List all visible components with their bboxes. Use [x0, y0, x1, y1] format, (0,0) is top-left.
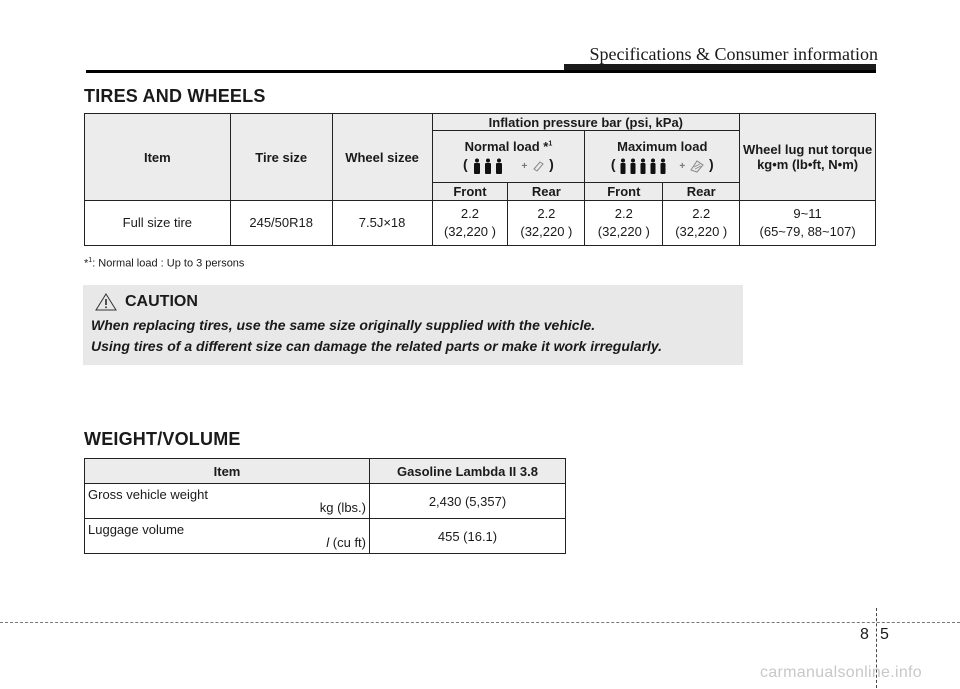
col-engine: Gasoline Lambda II 3.8 — [370, 459, 566, 484]
cell-item: Full size tire — [85, 201, 231, 246]
unit-text: (cu ft) — [329, 535, 366, 550]
cell-max-front — [585, 201, 663, 246]
cell-wheel-size: 7.5J×18 — [332, 201, 432, 246]
cell-value: 455 (16.1) — [370, 519, 566, 554]
cell-max-rear — [663, 201, 740, 246]
row-label: Luggage volume — [88, 522, 185, 537]
value-line: 2.2 — [692, 206, 711, 221]
caution-title: CAUTION — [125, 293, 198, 310]
page-number: 5 — [880, 626, 889, 643]
header-rule — [86, 70, 876, 73]
value-line: 2.2 — [460, 206, 479, 221]
col-max-rear: Rear — [663, 183, 740, 201]
plus-sign: + — [679, 161, 686, 173]
cell-normal-rear — [508, 201, 585, 246]
footnote-mark: * — [84, 257, 89, 270]
col-normal-rear: Rear — [508, 183, 585, 201]
watermark: carmanualsonline.info — [760, 664, 922, 681]
col-normal-load — [432, 131, 585, 183]
five-persons-icon — [619, 158, 675, 174]
header-title: Specifications & Consumer information — [589, 44, 878, 64]
paren-close: ) — [708, 156, 714, 173]
chapter-number: 8 — [860, 626, 869, 643]
value-line: (32,220 ) — [443, 224, 496, 239]
weight-section-title: WEIGHT/VOLUME — [84, 429, 241, 449]
warning-triangle-icon — [95, 293, 117, 311]
cell-label — [85, 484, 370, 519]
footnote — [84, 257, 244, 270]
weight-table — [84, 458, 566, 554]
unit-italic: l — [326, 535, 330, 550]
tires-section-title: TIRES AND WHEELS — [84, 86, 266, 106]
cell-tire-size: 245/50R18 — [230, 201, 332, 246]
col-item: Item — [85, 114, 231, 201]
tires-table — [84, 113, 876, 246]
row-unit — [326, 535, 366, 550]
caution-line-1: When replacing tires, use the same size originally supplied with the vehicle. — [91, 317, 596, 333]
col-torque — [740, 114, 876, 201]
luggage-icon — [531, 159, 545, 173]
plus-sign: + — [521, 161, 528, 173]
table-row — [85, 201, 876, 246]
value-line: 2.2 — [614, 206, 633, 221]
normal-load-sup: 1 — [548, 141, 553, 149]
value-line: (32,220 ) — [675, 224, 728, 239]
three-persons-icon — [472, 158, 518, 174]
value-line: (32,220 ) — [520, 224, 573, 239]
col-item: Item — [85, 459, 370, 484]
luggage-max-icon — [689, 158, 705, 174]
col-inflation: Inflation pressure bar (psi, kPa) — [432, 114, 740, 131]
paren-close: ) — [549, 156, 554, 173]
row-unit: kg (lbs.) — [319, 500, 366, 515]
col-max-front: Front — [585, 183, 663, 201]
max-load-label: Maximum load — [617, 139, 708, 155]
caution-line-2: Using tires of a different size can damage the related parts or make it work irregularly. — [91, 338, 663, 354]
caution-header — [95, 293, 198, 311]
col-tire-size: Tire size — [230, 114, 332, 201]
paren-open: ( — [463, 156, 468, 173]
col-normal-front: Front — [432, 183, 508, 201]
col-max-load — [585, 131, 740, 183]
col-wheel-size: Wheel sizee — [332, 114, 432, 201]
paren-open: ( — [610, 156, 616, 173]
value-line: 9~11 — [793, 206, 822, 221]
normal-load-label: Normal load * — [464, 139, 549, 155]
cell-torque — [740, 201, 876, 246]
footnote-sup: 1 — [88, 257, 93, 264]
value-line: (32,220 ) — [597, 224, 650, 239]
torque-label: Wheel lug nut torque — [742, 142, 873, 157]
footnote-text: : Normal load : Up to 3 persons — [92, 257, 245, 270]
table-row — [85, 484, 566, 519]
torque-units: kg•m (lb•ft, N•m) — [757, 157, 859, 172]
caution-box — [83, 285, 743, 365]
value-line: (65~79, 88~107) — [759, 224, 856, 239]
value-line: 2.2 — [537, 206, 556, 221]
cell-label — [85, 519, 370, 554]
cell-normal-front — [432, 201, 508, 246]
cell-value: 2,430 (5,357) — [370, 484, 566, 519]
footer-rule — [0, 622, 960, 623]
table-row — [85, 519, 566, 554]
row-label: Gross vehicle weight — [88, 487, 208, 502]
